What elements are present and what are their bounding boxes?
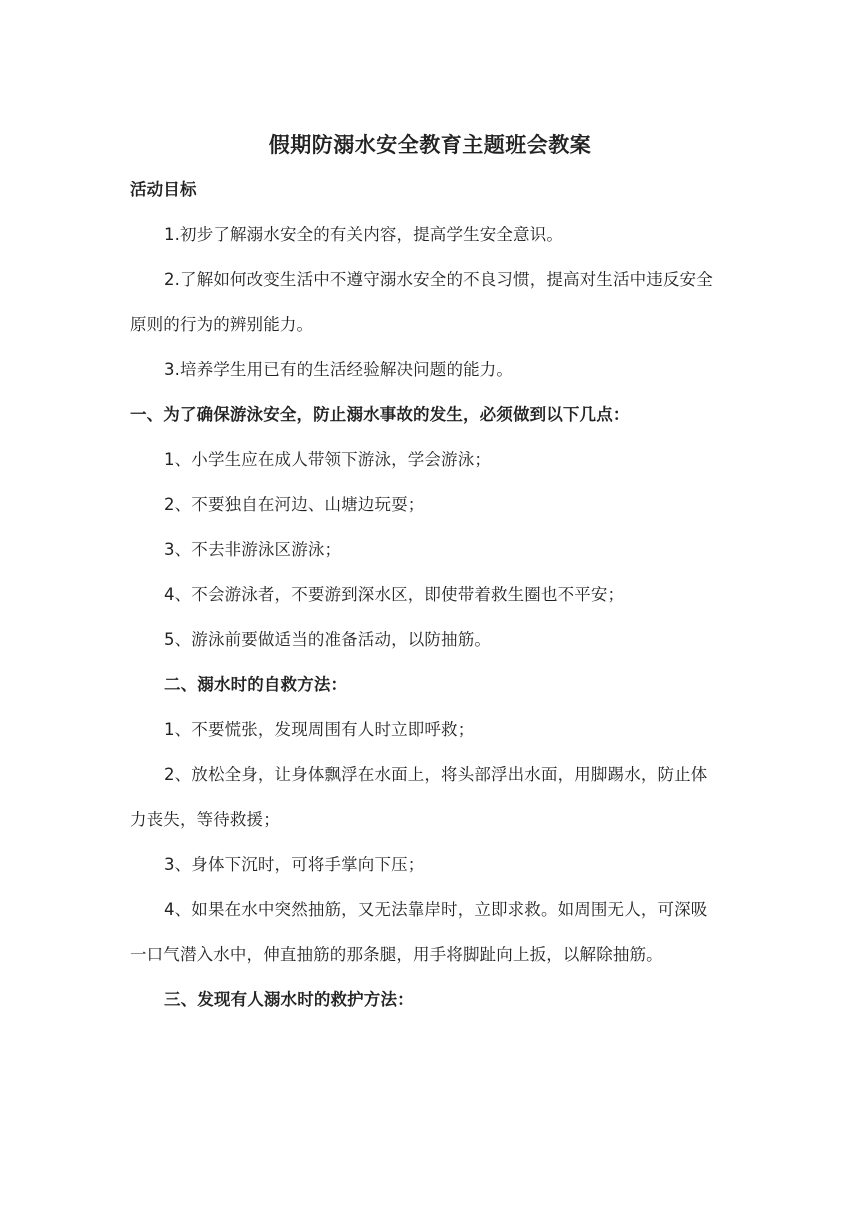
objective-2-line-2: 原则的行为的辨别能力。 — [130, 315, 314, 334]
section1-item-3: 3、不去非游泳区游泳； — [164, 540, 342, 559]
section2-heading: 二、溺水时的自救方法： — [164, 675, 348, 694]
section2-item-2-line-2: 力丧失，等待救援； — [130, 810, 280, 829]
section2-item-1: 1、不要慌张，发现周围有人时立即呼救； — [164, 720, 475, 739]
section1-item-1: 1、小学生应在成人带领下游泳，学会游泳； — [164, 450, 491, 469]
section1-item-5: 5、游泳前要做适当的准备活动，以防抽筋。 — [164, 630, 491, 649]
section2-item-4-line-2: 一口气潜入水中，伸直抽筋的那条腿，用手将脚趾向上扳，以解除抽筋。 — [130, 945, 663, 964]
section2-item-3: 3、身体下沉时，可将手掌向下压； — [164, 855, 425, 874]
objective-3: 3.培养学生用已有的生活经验解决问题的能力。 — [164, 360, 514, 379]
section1-item-4: 4、不会游泳者，不要游到深水区，即使带着救生圈也不平安； — [164, 585, 625, 604]
section2-item-2-line-1: 2、放松全身，让身体飘浮在水面上，将头部浮出水面，用脚踢水，防止体 — [164, 765, 708, 784]
objectives-heading: 活动目标 — [130, 180, 197, 199]
section1-item-2: 2、不要独自在河边、山塘边玩耍； — [164, 495, 425, 514]
section1-heading: 一、为了确保游泳安全，防止溺水事故的发生，必须做到以下几点： — [130, 405, 630, 424]
objective-1: 1.初步了解溺水安全的有关内容，提高学生安全意识。 — [164, 225, 563, 244]
section3-heading: 三、发现有人溺水时的救护方法： — [164, 990, 414, 1009]
document-title: 假期防溺水安全教育主题班会教案 — [268, 133, 592, 157]
section2-item-4-line-1: 4、如果在水中突然抽筋，又无法靠岸时，立即求救。如周围无人，可深吸 — [164, 900, 708, 919]
objective-2-line-1: 2.了解如何改变生活中不遵守溺水安全的不良习惯，提高对生活中违反安全 — [164, 270, 713, 289]
